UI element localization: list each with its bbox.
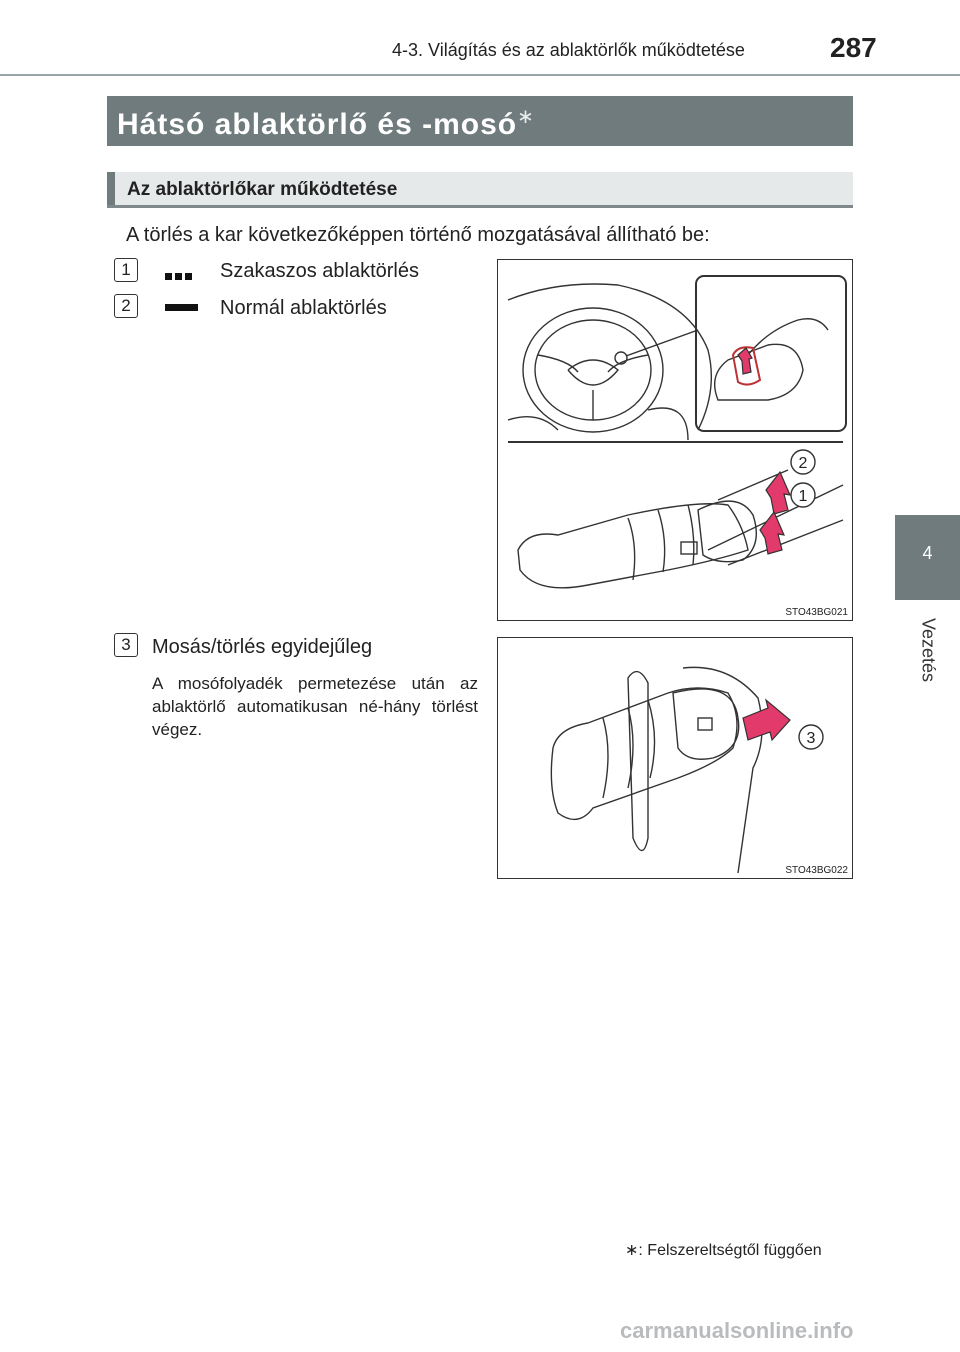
item-number-2: 2 [114,294,138,318]
footnote: ∗: Felszereltségtől függően [625,1242,822,1259]
item-label-1: Szakaszos ablaktörlés [220,260,419,282]
section-title-bar [107,96,853,146]
subsection-marker [107,172,115,205]
item-label-2: Normál ablaktörlés [220,297,387,319]
header-rule [0,74,960,76]
optional-equipment-marker: ∗ [517,106,535,128]
figure-code-1: STO43BG021 [785,607,848,618]
watermark: carmanualsonline.info [620,1318,854,1343]
figure-wiper-wash [497,637,853,879]
page-number: 287 [830,32,877,63]
item-number-1: 1 [114,258,138,282]
section-title [117,104,535,142]
figure2-callout-3: 3 [806,730,816,747]
figure-code-2: STO43BG022 [785,865,848,876]
item-description-3: A mosófolyadék permetezése után az ablaktörlő automatikusan né-hány törlést végez. [152,674,478,739]
item-label-3: Mosás/törlés egyidejűleg [152,636,373,658]
intro-text: A törlés a kar következőképpen történő mozgatásával állítható be: [126,224,710,246]
figure1-callout-2: 2 [798,455,808,472]
chapter-tab [895,515,960,600]
item-number-3: 3 [114,633,138,657]
running-head: 4-3. Világítás és az ablaktörlők működtetése [392,40,745,60]
normal-symbol-icon [165,304,198,311]
chapter-number: 4 [922,543,933,563]
wiper-wash-illustration [498,638,854,880]
subsection-title: Az ablaktörlőkar működtetése [127,179,398,200]
figure1-callout-1: 1 [798,488,808,505]
chapter-name: Vezetés [918,617,939,683]
subsection-bar [107,172,853,208]
chapter-name-container [893,610,960,690]
wiper-lever-illustration [498,260,854,622]
figure-wiper-lever-steps [497,259,853,621]
intermittent-symbol-icon [165,267,195,274]
section-title-text: Hátsó ablaktörlő és -mosó [117,108,518,141]
